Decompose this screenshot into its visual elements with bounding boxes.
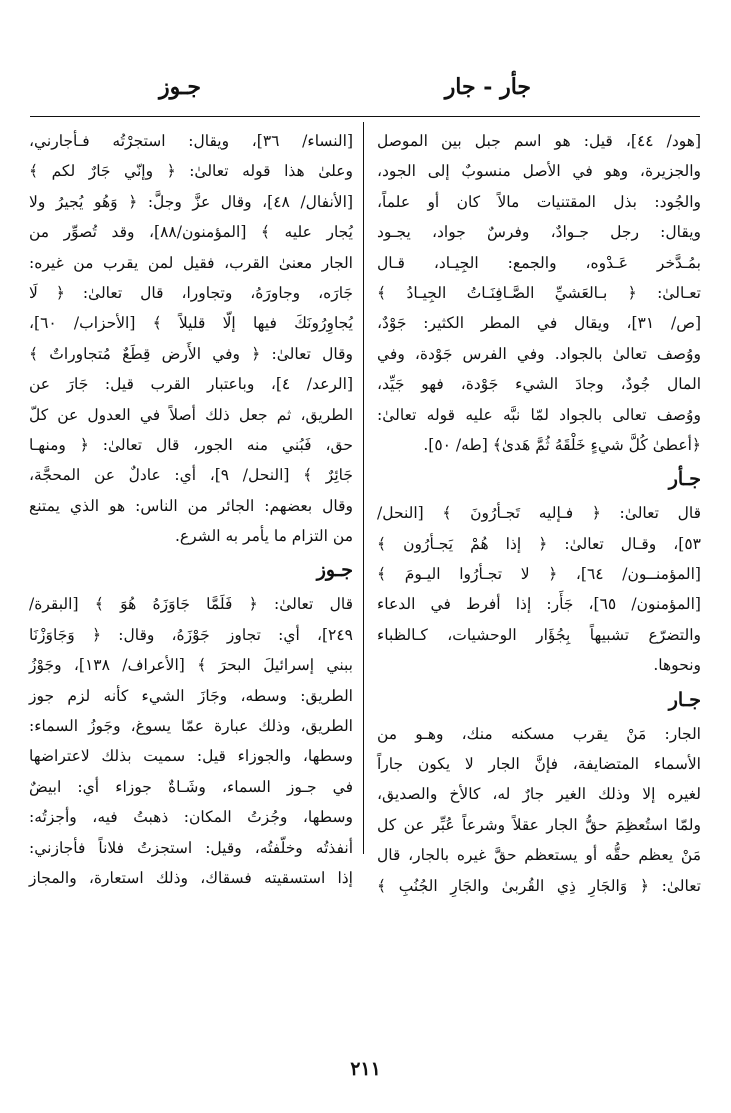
text-line: [الأنفال/ ٤٨]، وقال عزَّ وجلَّ: ﴿ وَهُو يُجيرُ ولا [29,192,353,211]
text-line: ٥٣]، وقـال تعالىٰ: ﴿ إذا هُمْ يَجـأرُون ﴾ [377,534,701,553]
text-line: [ص/ ٣١]، ويقال في المطر الكثير: جَوْدٌ، [377,314,702,333]
text-line: الأسماء المتضايفة، فإنَّ الجار لا يكون جاراً [377,755,701,774]
text-line: الطريق: وسطه، وجَازَ الشيء كأنه لزم جوز [29,686,353,705]
text-line: جَائِرٌ ﴾ [النحل/ ٩]، أي: عادلٌ عن المحجَّة، [29,466,353,485]
text-line: ونحوها. [653,656,701,675]
text-line: حق، فَبُني منه الجور، قال تعالىٰ: ﴿ ومنهـا [29,435,353,454]
text-line: بمُـدَّخر عَـدْوه، والجمع: الجِيـاد، قـال [377,253,701,272]
entry-heading-jaar: جـأر [668,468,701,491]
text-line: وقال بعضهم: الجائر من الناس: هو الذي يمتنع [29,496,353,515]
text-line: وقال تعالىٰ: ﴿ وفي الأَرض قِطَعٌ مُتجاوراتٌ ﴾ [29,344,353,363]
text-line: قال تعالىٰ: ﴿ فَلَمَّا جَاوَزَهُ هُوَ ﴾ [البقرة/ [29,595,353,614]
text-line: الطريق، ثم جعل ذلك أصلاً في العدول عن كلّ [29,405,353,424]
running-head-left: جـوز [158,74,201,100]
text-line: ببني إسرائيلَ البحرَ ﴾ [الأعراف/ ١٣٨]، وجَوْزُ [29,656,353,675]
text-line: تعالىٰ: ﴿ وَالجَارِ ذِي القُربىٰ والجَارِ الجُنُبِ ﴾ [377,876,701,895]
text-line: أنفذتُه وخلّفتُه، وقيل: استجزتُ فلاناً فأجازني: [29,838,353,857]
text-line: [المؤمنون/ ٦٥]، جَأَر: إذا أفرط في الدعاء [377,595,701,614]
header-rule [30,116,700,117]
text-line: ووُصف تعالى بالجواد لمّا نبَّه عليه قوله تعالىٰ: [377,405,701,424]
text-line: ولمّا استُعظِمَ حقُّ الجار عقلاً وشرعاً عُبِّر عن كل [377,815,701,834]
text-line: والتضرّع تشبيهاً بِجُؤَار الوحشيات، كـالظباء [377,625,701,644]
entry-heading-jar: جـار [668,688,701,711]
text-line: مَنْ يعظم حقُّه أو يستعظم حقَّ غيره بالجار، قال [377,846,701,865]
text-line: والجُود: بذل المقتنيات مالاً كان أو علماً، [377,192,701,211]
text-line: الجار معنىٰ القرب، فقيل لمن يقرب من غيره: [29,253,353,272]
text-line: ٢٤٩]، أي: تجاوز جَوْزَهُ، وقال: ﴿ وَجَاوَزْنَا [29,625,353,644]
text-line: الجار: مَنْ يقرب مسكنه منك، وهـو من [377,724,701,743]
entry-heading-jawz: جـوز [316,559,353,582]
text-line: [الرعد/ ٤]، وباعتبار القرب قيل: جَارَ عن [29,375,353,394]
page-number: ٢١١ [350,1058,381,1080]
text-line: وعلىٰ هذا قوله تعالىٰ: ﴿ وإنّي جَارٌ لكم ﴾ [29,162,353,181]
left-column [29,126,353,887]
text-line: ﴿أعطىٰ كُلَّ شيءٍ خَلْقَهُ ثُمَّ هَدىٰ﴾ [طه/ ٥٠]. [423,435,701,454]
text-line: [هود/ ٤٤]، قيل: هو اسم جبل بين الموصل [377,132,702,150]
text-line: الطريق، وذلك عبارة عمّا يسوغ، وجَوزُ السماء: [29,717,353,736]
text-line: ووُصف تعالىٰ بالجواد. وفي الفرس جَوْدة، وفي [377,344,701,363]
text-line: [النساء/ ٣٦]، ويقال: استجرْتُه فـأجارني، [29,132,353,150]
text-line: تعـالىٰ: ﴿ بـالعَشيِّ الصَّـافِنَـاتُ الجِيـادُ ﴾ [377,283,701,302]
text-line: إذا استسقيته فسقاك، وذلك استعارة، والمجاز [29,868,353,887]
text-line: وسطها، وجُزتُ المكان: ذهبتُ فيه، وأجزتُه: [29,808,353,827]
text-line: وسطها، والجوزاء قيل: سميت بذلك لاعتراضها [29,747,353,766]
right-column [377,126,702,895]
text-line: يُجاوِرُونَكَ فيها إلّا قليلاً ﴾ [الأحزاب/ ٦٠]، [29,314,353,333]
text-line: يُجار عليه ﴾ [المؤمنون/٨٨]، وقد تُصوِّر من [29,223,353,242]
text-line: ويقال: رجل جـوادٌ، وفرسٌ جواد، يجـود [377,223,701,242]
running-head-right: جأر - جار [444,74,531,100]
text-line: جَارَه، وجاورَهُ، وتجاورا، قال تعالىٰ: ﴿ لَا [29,283,353,302]
text-line: [المؤمنــون/ ٦٤]، ﴿ لا تجـأرُوا اليـومَ ﴾ [377,565,701,584]
text-line: والجزيرة، وهو في الأصل منسوبٌ إلى الجود، [377,162,701,181]
text-line: قال تعالىٰ: ﴿ فـإليه تَجـأرُونَ ﴾ [النحل/ [377,504,701,523]
text-line: المال جُودٌ، وجادَ الشيء جَوْدة، فهو جَيِّد، [377,375,701,394]
text-line: من التزام ما يأمر به الشرع. [174,527,353,546]
text-line: لغيره إلا وذلك الغير جارٌ له، كالأخ والصديق، [377,785,701,804]
column-divider [363,122,364,854]
text-line: في جـوز السماء، وشَـاةٌ جوزاء أي: ابيضٌ [29,777,353,796]
